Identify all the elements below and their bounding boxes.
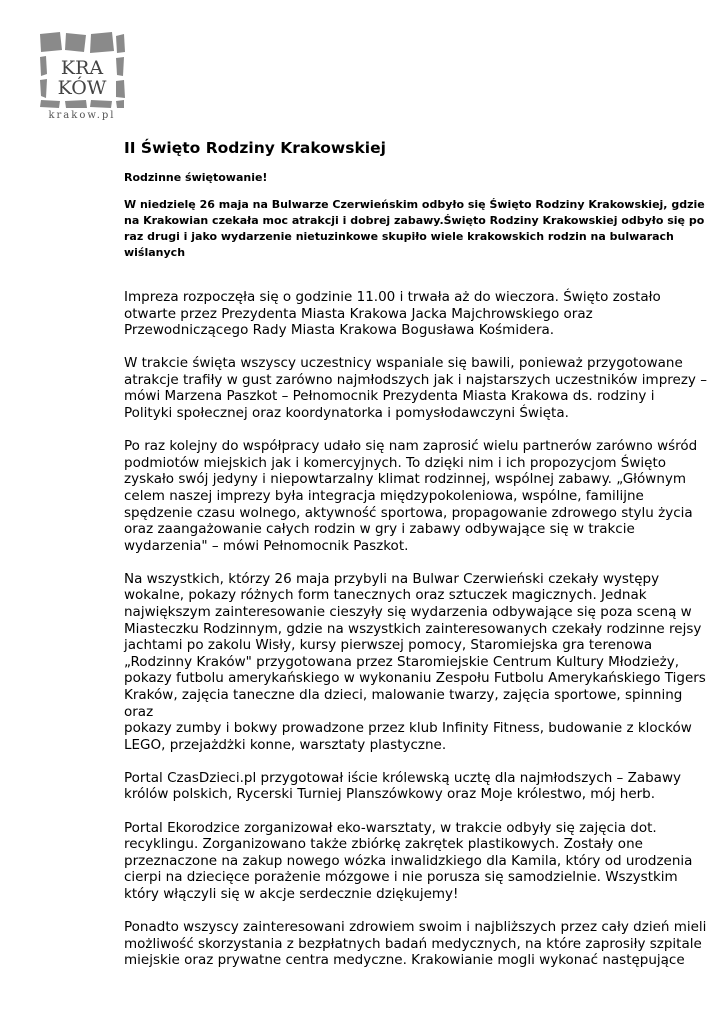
krakow-logo — [38, 30, 126, 126]
logo-text-line1: KRA — [60, 57, 104, 79]
article-paragraph: Ponadto wszyscy zainteresowani zdrowiem swoim i najbliższych przez cały dzień mieli możliwość skorzystania z bezpłatnych badań medycznych, na które zaprosiły szpitale miejskie oraz prywatne centra medyczne. Krakowianie mogli wykonać następujące — [124, 919, 707, 969]
article-paragraph: Na wszystkich, którzy 26 maja przybyli na Bulwar Czerwieński czekały występy wokalne, pokazy różnych form tanecznych oraz sztuczek magicznych. Jednak największym zainteresowanie cieszyły się wydarzenia odbywające się poza sceną w Miasteczku Rodzinnym, gdzie na wszystkich zainteresowanych czekały rodzinne rejsy jachtami po zakolu Wisły, kursy pierwszej pomocy, Staromiejska gra terenowa „Rodzinny Kraków" przygotowana przez Staromiejskie Centrum Kultury Młodzieży, pokazy futbolu amerykańskiego w wykonaniu Zespołu Futbolu Amerykańskiego Tigers Kraków, zajęcia taneczne dla dzieci, malowanie twarzy, zajęcia sportowe, spinning oraz pokazy zumby i bokwy prowadzone przez klub Infinity Fitness, budowanie z klocków LEGO, przejażdżki konne, warsztaty plastyczne. — [124, 570, 706, 753]
logo-url: krakow.pl — [48, 110, 116, 121]
article-paragraph: Portal CzasDzieci.pl przygotował iście królewską ucztę dla najmłodszych – Zabawy królów polskich, Rycerski Turniej Planszówkowy oraz Moje królestwo, mój herb. — [124, 769, 681, 803]
krakow-logo-mark — [38, 30, 126, 110]
article-subtitle: Rodzinne świętowanie! — [124, 171, 268, 184]
article — [124, 137, 714, 985]
logo-text-line2: KÓW — [57, 77, 107, 99]
article-lead: W niedzielę 26 maja na Bulwarze Czerwieńskim odbyło się Święto Rodziny Krakowskiej, gdzie na Krakowian czekała moc atrakcji i dobrej zabawy.Święto Rodziny Krakowskiej odbyło się po raz drugi i jako wydarzenie nietuzinkowe skupiło wiele krakowskich rodzin na bulwarach wiślanych — [124, 198, 705, 259]
article-paragraph: Po raz kolejny do współpracy udało się nam zaprosić wielu partnerów zarówno wśród podmiotów miejskich jak i komercyjnych. To dzięki nim i ich propozycjom Święto zyskało swój jedyny i niepowtarzalny klimat rodzinnej, wspólnej zabawy. „Głównym celem naszej imprezy była integracja międzypokoleniowa, wspólne, familijne spędzenie czasu wolnego, aktywność sportowa, propagowanie zdrowego stylu życia oraz zaangażowanie całych rodzin w gry i zabawy odbywające się w trakcie wydarzenia" – mówi Pełnomocnik Paszkot. — [124, 438, 698, 554]
article-title: II Święto Rodziny Krakowskiej — [124, 139, 386, 157]
article-paragraph: Portal Ekorodzice zorganizował eko-warsztaty, w trakcie odbyły się zajęcia dot. recyklingu. Zorganizowano także zbiórkę zakrętek plastikowych. Zostały one przeznaczone na zakup nowego wózka inwalidzkiego dla Kamila, który od urodzenia cierpi na dziecięce porażenie mózgowe i nie porusza się samodzielnie. Wszystkim który włączyli się w akcje serdecznie dziękujemy! — [124, 819, 693, 902]
article-paragraph: W trakcie święta wszyscy uczestnicy wspaniale się bawili, ponieważ przygotowane atrakcje trafiły w gust zarówno najmłodszych jak i najstarszych uczestników imprezy – mówi Marzena Paszkot – Pełnomocnik Prezydenta Miasta Krakowa ds. rodziny i Polityki społecznej oraz koordynatorka i pomysłodawczyni Święta. — [124, 355, 707, 422]
article-paragraph: Impreza rozpoczęła się o godzinie 11.00 i trwała aż do wieczora. Święto zostało otwarte przez Prezydenta Miasta Krakowa Jacka Majchrowskiego oraz Przewodniczącego Rady Miasta Krakowa Bogusława Kośmidera. — [124, 289, 661, 339]
article-body — [124, 289, 714, 969]
